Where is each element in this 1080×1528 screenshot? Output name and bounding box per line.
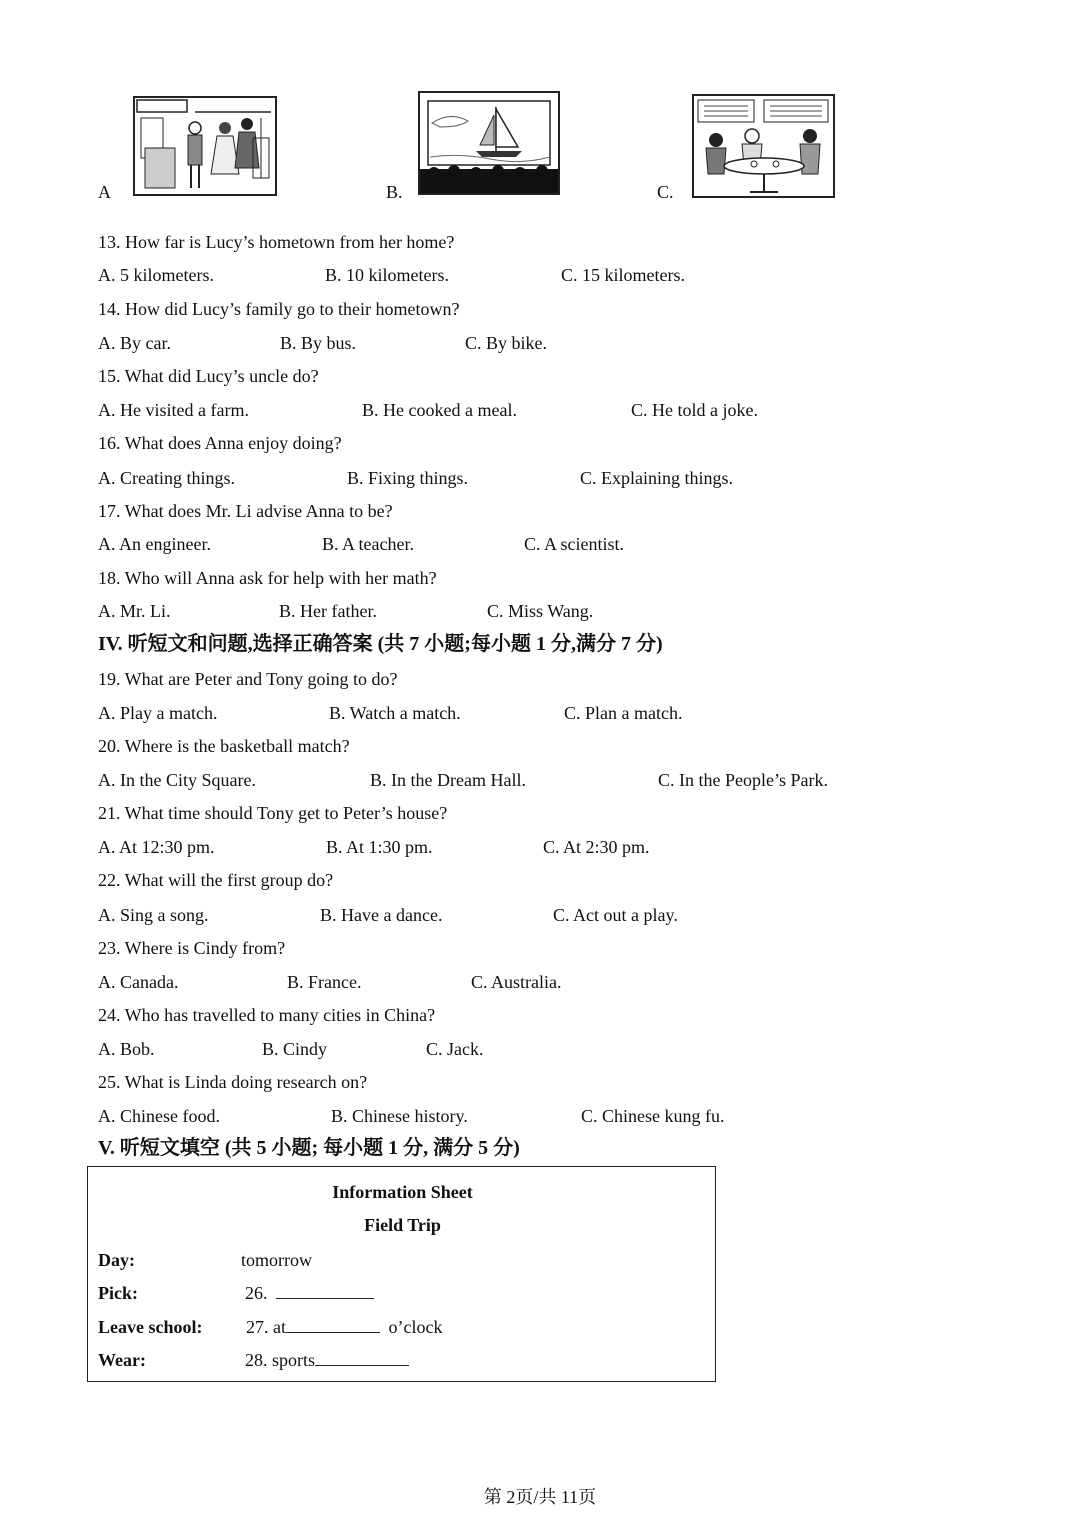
option-20b: B. In the Dream Hall. — [370, 770, 526, 790]
sheet-label-leave: Leave school: — [98, 1317, 203, 1337]
option-14c: C. By bike. — [465, 333, 548, 353]
option-19a: A. Play a match. — [98, 703, 218, 723]
option-23b: B. France. — [287, 972, 362, 992]
blank-26[interactable] — [276, 1282, 374, 1299]
question-16: 16. What does Anna enjoy doing? — [98, 433, 342, 453]
option-16c: C. Explaining things. — [580, 468, 733, 488]
option-17c: C. A scientist. — [524, 534, 625, 554]
question-13: 13. How far is Lucy’s hometown from her home? — [98, 232, 455, 252]
option-18c: C. Miss Wang. — [487, 601, 594, 621]
picture-label-b: B. — [386, 182, 403, 202]
option-20a: A. In the City Square. — [98, 770, 256, 790]
sheet-subtitle: Field Trip — [364, 1215, 441, 1235]
clothes-shop-drawing — [135, 98, 275, 194]
option-25a: A. Chinese food. — [98, 1106, 220, 1126]
option-14a: A. By car. — [98, 333, 171, 353]
question-19: 19. What are Peter and Tony going to do? — [98, 669, 398, 689]
option-19b: B. Watch a match. — [329, 703, 461, 723]
option-23c: C. Australia. — [471, 972, 562, 992]
question-23: 23. Where is Cindy from? — [98, 938, 286, 958]
option-16a: A. Creating things. — [98, 468, 235, 488]
option-18b: B. Her father. — [279, 601, 377, 621]
sheet-value-leave: 27. at — [246, 1317, 286, 1337]
question-25: 25. What is Linda doing research on? — [98, 1072, 368, 1092]
option-18a: A. Mr. Li. — [98, 601, 171, 621]
option-23a: A. Canada. — [98, 972, 179, 992]
question-24: 24. Who has travelled to many cities in China? — [98, 1005, 436, 1025]
option-15b: B. He cooked a meal. — [362, 400, 517, 420]
restaurant-drawing — [694, 96, 833, 196]
option-20c: C. In the People’s Park. — [658, 770, 828, 790]
option-22b: B. Have a dance. — [320, 905, 443, 925]
question-21: 21. What time should Tony get to Peter’s house? — [98, 803, 448, 823]
question-18: 18. Who will Anna ask for help with her math? — [98, 568, 437, 588]
option-22c: C. Act out a play. — [553, 905, 678, 925]
option-24b: B. Cindy — [262, 1039, 328, 1059]
option-15a: A. He visited a farm. — [98, 400, 249, 420]
question-15: 15. What did Lucy’s uncle do? — [98, 366, 319, 386]
question-17: 17. What does Mr. Li advise Anna to be? — [98, 501, 393, 521]
option-16b: B. Fixing things. — [347, 468, 469, 488]
sheet-label-day: Day: — [98, 1250, 135, 1270]
cinema-sailboat-picture — [418, 91, 560, 195]
sheet-value-day: tomorrow — [241, 1250, 312, 1270]
picture-label-a: A — [98, 182, 111, 202]
section-5-heading: V. 听短文填空 (共 5 小题; 每小题 1 分, 满分 5 分) — [98, 1137, 520, 1159]
option-21b: B. At 1:30 pm. — [326, 837, 433, 857]
sheet-suffix-leave: o’clock — [388, 1317, 443, 1337]
section-4-heading: IV. 听短文和问题,选择正确答案 (共 7 小题;每小题 1 分,满分 7 分) — [98, 633, 663, 655]
option-25b: B. Chinese history. — [331, 1106, 468, 1126]
blank-28[interactable] — [315, 1349, 409, 1366]
option-13c: C. 15 kilometers. — [561, 265, 685, 285]
cinema-sailboat-drawing — [420, 93, 558, 193]
blank-27[interactable] — [286, 1316, 380, 1333]
option-21a: A. At 12:30 pm. — [98, 837, 215, 857]
information-sheet — [87, 1166, 716, 1382]
option-22a: A. Sing a song. — [98, 905, 209, 925]
sheet-row-leave — [246, 1316, 442, 1338]
sheet-row-wear — [245, 1349, 409, 1371]
option-15c: C. He told a joke. — [631, 400, 758, 420]
question-14: 14. How did Lucy’s family go to their hometown? — [98, 299, 460, 319]
question-20: 20. Where is the basketball match? — [98, 736, 350, 756]
option-13b: B. 10 kilometers. — [325, 265, 449, 285]
restaurant-picture — [692, 94, 835, 198]
page-footer: 第 2页/共 11页 — [483, 1487, 597, 1507]
option-24a: A. Bob. — [98, 1039, 155, 1059]
option-17b: B. A teacher. — [322, 534, 414, 554]
option-14b: B. By bus. — [280, 333, 357, 353]
sheet-title: Information Sheet — [332, 1182, 473, 1202]
sheet-value-pick: 26. — [245, 1283, 268, 1303]
option-24c: C. Jack. — [426, 1039, 484, 1059]
option-25c: C. Chinese kung fu. — [581, 1106, 725, 1126]
picture-label-c: C. — [657, 182, 674, 202]
option-17a: A. An engineer. — [98, 534, 211, 554]
sheet-row-pick — [245, 1282, 374, 1304]
question-22: 22. What will the first group do? — [98, 870, 334, 890]
option-13a: A. 5 kilometers. — [98, 265, 214, 285]
clothes-shop-picture — [133, 96, 277, 196]
sheet-label-wear: Wear: — [98, 1350, 146, 1370]
sheet-value-wear: 28. sports — [245, 1350, 316, 1370]
option-19c: C. Plan a match. — [564, 703, 683, 723]
sheet-label-pick: Pick: — [98, 1283, 138, 1303]
option-21c: C. At 2:30 pm. — [543, 837, 650, 857]
